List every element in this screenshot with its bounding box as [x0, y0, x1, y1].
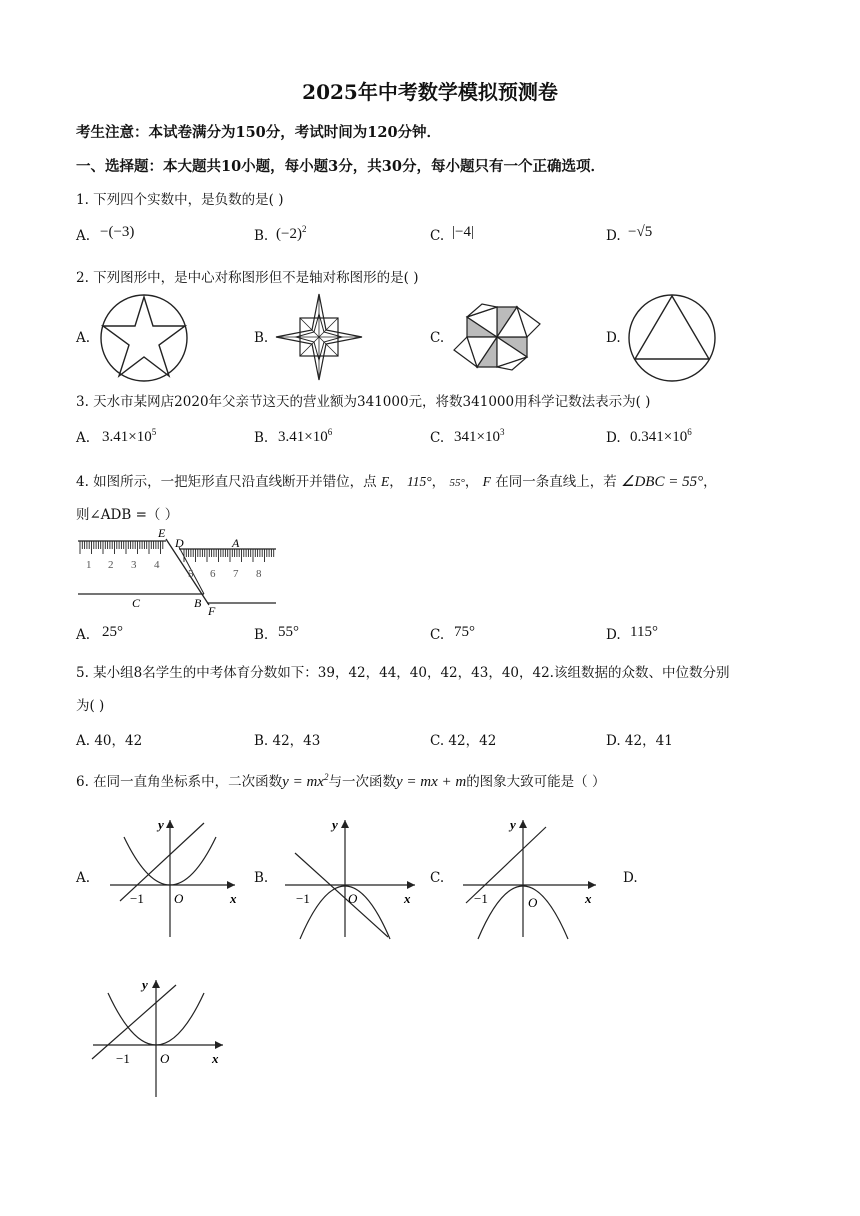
q1-option-b-label: B.	[254, 228, 269, 244]
question-2-stem: 2. 下列图形中，是中心对称图形但不是轴对称图形的是( )	[76, 270, 419, 286]
q2-option-c-label: C.	[430, 330, 445, 346]
question-1-stem: 1. 下列四个实数中，是负数的是( )	[76, 192, 284, 208]
ruler-label-f: F	[208, 604, 216, 618]
q1-option-a-label: A.	[76, 228, 91, 244]
q5-option-b: B. 42，43	[254, 733, 321, 749]
q4-stem-pre: 4. 如图所示，一把矩形直尺沿直线断开并错位，点	[76, 474, 377, 490]
q5-option-d: D. 42，41	[606, 733, 673, 749]
q3-option-c-label: C.	[430, 430, 445, 446]
ruler-num-1: 1	[86, 559, 92, 571]
graph-d-neg1: −1	[116, 1051, 130, 1066]
q1-option-a: −(−3)	[100, 224, 135, 240]
graph-b-neg1: −1	[296, 891, 310, 906]
ruler-num-8: 8	[256, 568, 262, 580]
ruler-label-b: B	[194, 596, 202, 610]
q6-quadratic-base: y = mx	[282, 774, 324, 790]
q6-option-a-label: A.	[76, 870, 91, 886]
graph-a-origin: O	[174, 891, 184, 906]
q5-option-c: C. 42，42	[430, 733, 497, 749]
graph-b-x-label: x	[404, 891, 411, 906]
q3-b-exp: 6	[327, 427, 333, 437]
q3-d-base: 0.341×10	[630, 429, 688, 445]
q4-option-c: 75°	[454, 624, 475, 640]
q6-quadratic-exp: 2	[323, 772, 329, 782]
q3-option-b-label: B.	[254, 430, 269, 446]
compass-star-figure	[274, 292, 364, 382]
ruler-label-d: D	[175, 536, 184, 550]
q4-option-c-label: C.	[430, 627, 445, 643]
question-6-stem	[76, 770, 605, 791]
q6-option-c-label: C.	[430, 870, 445, 886]
graph-d-y-label: y	[142, 977, 148, 992]
graph-a-x-label: x	[230, 891, 237, 906]
q1-option-d: −√5	[628, 224, 653, 240]
q3-option-c	[454, 427, 504, 446]
q1-option-b	[276, 224, 306, 243]
question-5-stem: 5. 某小组8名学生的中考体育分数如下：39，42，44，40，42，43，40，42.该组数据的众数、中位数分别	[76, 665, 730, 681]
q3-d-exp: 6	[687, 427, 692, 437]
ruler-label-e: E	[158, 526, 166, 540]
q4-option-a: 25°	[102, 624, 123, 640]
ruler-label-c: C	[132, 596, 141, 610]
q4-option-d: 115°	[630, 624, 658, 640]
q4-option-b: 55°	[278, 624, 299, 640]
pinwheel-figure	[452, 302, 542, 372]
q4-point-f: F	[482, 474, 491, 489]
q4-stem-mid: 在同一条直线上，若	[495, 474, 617, 490]
graph-d-x-label: x	[212, 1051, 219, 1066]
q1-option-c: |−4|	[452, 224, 474, 240]
q3-option-d	[630, 427, 692, 446]
q1-option-c-label: C.	[430, 228, 445, 244]
graph-b-y-label: y	[332, 817, 338, 832]
q6-option-b-label: B.	[254, 870, 269, 886]
graph-c-neg1: −1	[474, 891, 488, 906]
ruler-num-5: 5	[188, 568, 194, 580]
section-heading: 一、选择题：本大题共10小题，每小题3分，共30分，每小题只有一个正确选项．	[76, 158, 605, 175]
q3-c-exp: 3	[499, 427, 505, 437]
q6-quadratic	[282, 774, 328, 790]
q1-option-d-label: D.	[606, 228, 621, 244]
q6-stem-mid: 与一次函数	[328, 774, 396, 790]
q6-option-d-label: D.	[623, 870, 638, 886]
q6-linear: y = mx + m	[395, 774, 467, 790]
ruler-label-a: A	[232, 536, 240, 550]
graph-b-origin: O	[348, 891, 358, 906]
broken-ruler-figure	[76, 525, 281, 618]
q4-condition: ∠DBC = 55°	[621, 474, 704, 490]
triangle-in-circle-figure	[627, 293, 717, 383]
q3-a-exp: 5	[151, 427, 157, 437]
q6-stem-pre: 6. 在同一直角坐标系中，二次函数	[76, 774, 283, 790]
graph-a-neg1: −1	[130, 891, 144, 906]
ruler-num-3: 3	[131, 559, 137, 571]
star-in-circle-figure	[99, 293, 189, 383]
graph-c-y-label: y	[510, 817, 516, 832]
q4-option-b-label: B.	[254, 627, 269, 643]
q4-point-e: E	[380, 474, 390, 489]
q6-graph-c	[458, 815, 598, 940]
q6-stem-post: 的图象大致可能是（ ）	[466, 774, 606, 790]
q2-option-b-label: B.	[254, 330, 269, 346]
graph-a-y-label: y	[158, 817, 164, 832]
graph-d-origin: O	[160, 1051, 170, 1066]
q6-graph-d	[88, 975, 228, 1100]
q2-option-a-label: A.	[76, 330, 91, 346]
q3-option-d-label: D.	[606, 430, 621, 446]
q6-graph-a	[100, 815, 240, 940]
ruler-num-7: 7	[233, 568, 239, 580]
q4-point-b: 55°	[449, 477, 465, 489]
q1-b-exp: 2	[301, 224, 307, 234]
question-4-line2: 则∠ADB =（ ）	[76, 507, 179, 523]
q6-graph-b	[280, 815, 420, 940]
q2-option-d-label: D.	[606, 330, 621, 346]
ruler-num-2: 2	[108, 559, 114, 571]
page-title: 2025年中考数学模拟预测卷	[302, 80, 558, 104]
exam-notice: 考生注意：本试卷满分为150分，考试时间为120分钟．	[76, 124, 442, 141]
q4-option-a-label: A.	[76, 627, 91, 643]
q3-option-a-label: A.	[76, 430, 91, 446]
question-5-line2: 为( )	[76, 698, 105, 714]
q3-c-base: 341×10	[454, 429, 500, 445]
q5-option-a: A. 40，42	[76, 733, 143, 749]
question-3-stem: 3. 天水市某网店2020年父亲节这天的营业额为341000元，将数341000用科学记数法表示为( )	[76, 394, 651, 410]
q4-option-d-label: D.	[606, 627, 621, 643]
ruler-num-4: 4	[154, 559, 160, 571]
q3-b-base: 3.41×10	[278, 429, 328, 445]
q3-option-a	[102, 427, 156, 446]
question-4-stem: 4. 如图所示，一把矩形直尺沿直线断开并错位，点 E， 115°， 55°， F 在同一条直线上，若 ∠DBC = 55°，	[76, 474, 717, 490]
q3-option-b	[278, 427, 332, 446]
q4-point-d: 115°	[407, 474, 432, 489]
graph-c-origin: O	[528, 895, 538, 910]
q3-a-base: 3.41×10	[102, 429, 152, 445]
ruler-num-6: 6	[210, 568, 216, 580]
q1-b-base: (−2)	[276, 226, 302, 242]
graph-c-x-label: x	[585, 891, 592, 906]
